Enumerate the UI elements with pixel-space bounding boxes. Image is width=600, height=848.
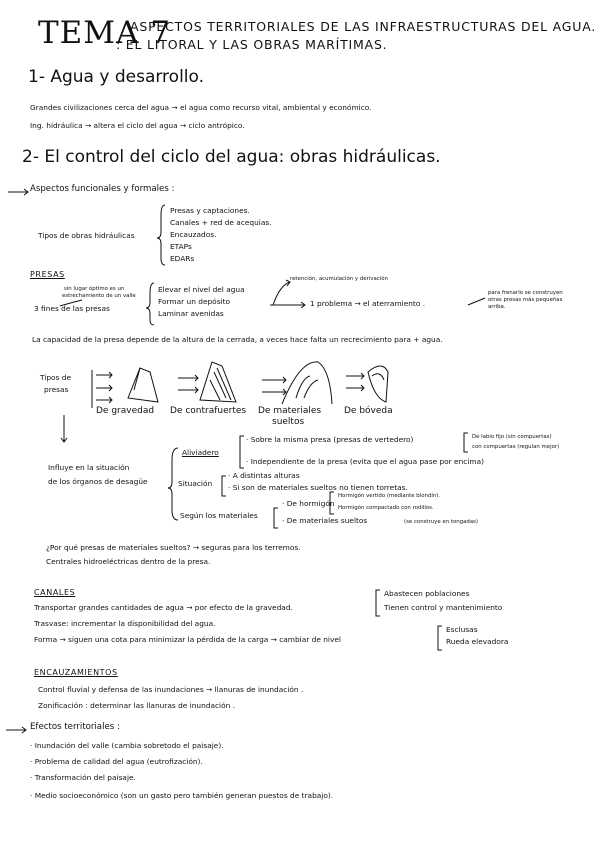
section-1-heading: 1- Agua y desarrollo. <box>28 67 205 87</box>
tipos-obras-label: Tipos de obras hidráulicas <box>38 231 135 240</box>
canales-line3: Forma → siguen una cota para minimizar la pérdida de la carga → cambiar de nivel <box>34 635 341 644</box>
tipos-presas-label-line2: presas <box>44 385 69 394</box>
fin-item: Laminar avenidas <box>158 309 224 318</box>
labio-note: con compuertas (regulan mejor) <box>472 444 560 450</box>
tipo-obra-item: Canales + red de acequias. <box>170 218 272 227</box>
efecto-item: · Transformación del paisaje. <box>30 773 136 782</box>
brace-influye <box>168 448 178 520</box>
page-subtitle-line2: : EL LITORAL Y LAS OBRAS MARÍTIMAS. <box>116 37 388 52</box>
influye-line2: de los órganos de desagüe <box>48 477 148 486</box>
gravity-dam-sketch <box>128 368 158 402</box>
page-title: TEMA 7 <box>38 15 172 51</box>
tipo-presa-label-extra: sueltos <box>272 417 305 427</box>
tipo-presa-label: De materiales <box>258 406 322 416</box>
encauzamientos-heading: ENCAUZAMIENTOS <box>34 668 118 677</box>
materiales-item: · De materiales sueltos <box>282 516 368 525</box>
tipo-obra-item: Presas y captaciones. <box>170 206 250 215</box>
efecto-item: · Inundación del valle (cambia sobretodo el paisaje). <box>30 741 224 750</box>
embankment-dam-sketch <box>282 362 332 404</box>
lugares-note-line1: sin lugar óptimo es un <box>64 286 125 292</box>
centrales-text: Centrales hidroeléctricas dentro de la presa. <box>46 557 211 566</box>
tipo-presa-label: De gravedad <box>96 406 155 416</box>
efecto-item: · Problema de calidad del agua (eutrofización). <box>30 757 203 766</box>
materiales-label: Según los materiales <box>180 511 258 520</box>
situacion-item: · A distintas alturas <box>228 471 300 480</box>
capacidad-text: La capacidad de la presa depende de la altura de la cerrada, a veces hace falta un recrecimiento para + agua. <box>32 335 443 344</box>
fin-item: Elevar el nivel del agua <box>158 285 245 294</box>
lugares-note-line2: estrechamiento de un valle <box>62 293 136 299</box>
tipo-presa-label: De contrafuertes <box>170 406 247 416</box>
fines-label: 3 fines de las presas <box>34 304 110 313</box>
tipos-presas-label-line1: Tipos de <box>40 373 71 382</box>
aspectos-heading: Aspectos funcionales y formales : <box>30 184 175 194</box>
sueltos-note: (se construye en tongadas) <box>404 519 479 525</box>
section-2-heading: 2- El control del ciclo del agua: obras hidráulicas. <box>22 147 441 167</box>
s1-line-1: Grandes civilizaciones cerca del agua → el agua como recurso vital, ambiental y económico. <box>30 103 372 112</box>
evitar-note-line2: otras presas más pequeñas <box>488 297 563 303</box>
tipo-presa-label: De bóveda <box>344 406 393 416</box>
situacion-label: Situación <box>178 479 213 488</box>
situacion-item: · Si son de materiales sueltos no tienen torretas. <box>228 483 408 492</box>
hormigon-note: Hormigón vertido (mediante blondín). <box>338 493 441 499</box>
canales-option: Tienen control y mantenimiento <box>384 603 503 612</box>
s1-line-2: Ing. hidráulica → altera el ciclo del agua → ciclo antrópico. <box>30 121 245 130</box>
brace-tipos-obras <box>157 205 165 265</box>
efecto-item: · Medio socioeconómico (son un gasto pero también generan puestos de trabajo). <box>30 791 334 800</box>
fin-item: Formar un depósito <box>158 297 231 306</box>
arch-dam-sketch <box>368 366 388 402</box>
tipo-obra-item: ETAPs <box>170 242 192 251</box>
retencion-note: retención, acumulación y derivación <box>290 276 388 282</box>
efectos-heading: Efectos territoriales : <box>30 722 120 732</box>
encauzamientos-line2: Zonificación : determinar las llanuras de inundación . <box>38 701 236 710</box>
encauzamientos-line1: Control fluvial y defensa de las inundaciones → llanuras de inundación . <box>38 685 304 694</box>
evitar-note-line3: arriba. <box>488 304 506 310</box>
canales-line1: Transportar grandes cantidades de agua → por efecto de la gravedad. <box>34 603 293 612</box>
problema-text: 1 problema → el aterramiento . <box>310 299 426 308</box>
brace-fines <box>146 283 154 325</box>
pregunta-text: ¿Por qué presas de materiales sueltos? → seguras para los terremos. <box>46 543 301 552</box>
hormigon-note: Hormigón compactado con rodillos. <box>338 505 434 511</box>
evitar-note-line1: para frenarlo se construyen <box>488 290 563 296</box>
aliviadero-item: · Independiente de la presa (evita que el agua pase por encima) <box>246 457 485 466</box>
aliviadero-label: Aliviadero <box>182 448 219 457</box>
page-subtitle-line1: ASPECTOS TERRITORIALES DE LAS INFRAESTRUCTURAS DEL AGUA. <box>130 19 597 34</box>
materiales-item: · De hormigón <box>282 499 335 508</box>
tipo-obra-item: EDARs <box>170 254 195 263</box>
nivel-option: Rueda elevadora <box>446 637 509 646</box>
labio-note: De labio fijo (sin compuertas) <box>472 434 552 440</box>
canales-line2: Trasvase: incrementar la disponibilidad del agua. <box>34 619 216 628</box>
influye-line1: Influye en la situación <box>48 463 130 472</box>
nivel-option: Esclusas <box>446 625 478 634</box>
canales-heading: CANALES <box>34 588 76 597</box>
aliviadero-item: · Sobre la misma presa (presas de vertedero) <box>246 435 414 444</box>
canales-option: Abastecen poblaciones <box>384 589 470 598</box>
tipo-obra-item: Encauzados. <box>170 230 217 239</box>
presas-heading: PRESAS <box>30 270 65 279</box>
